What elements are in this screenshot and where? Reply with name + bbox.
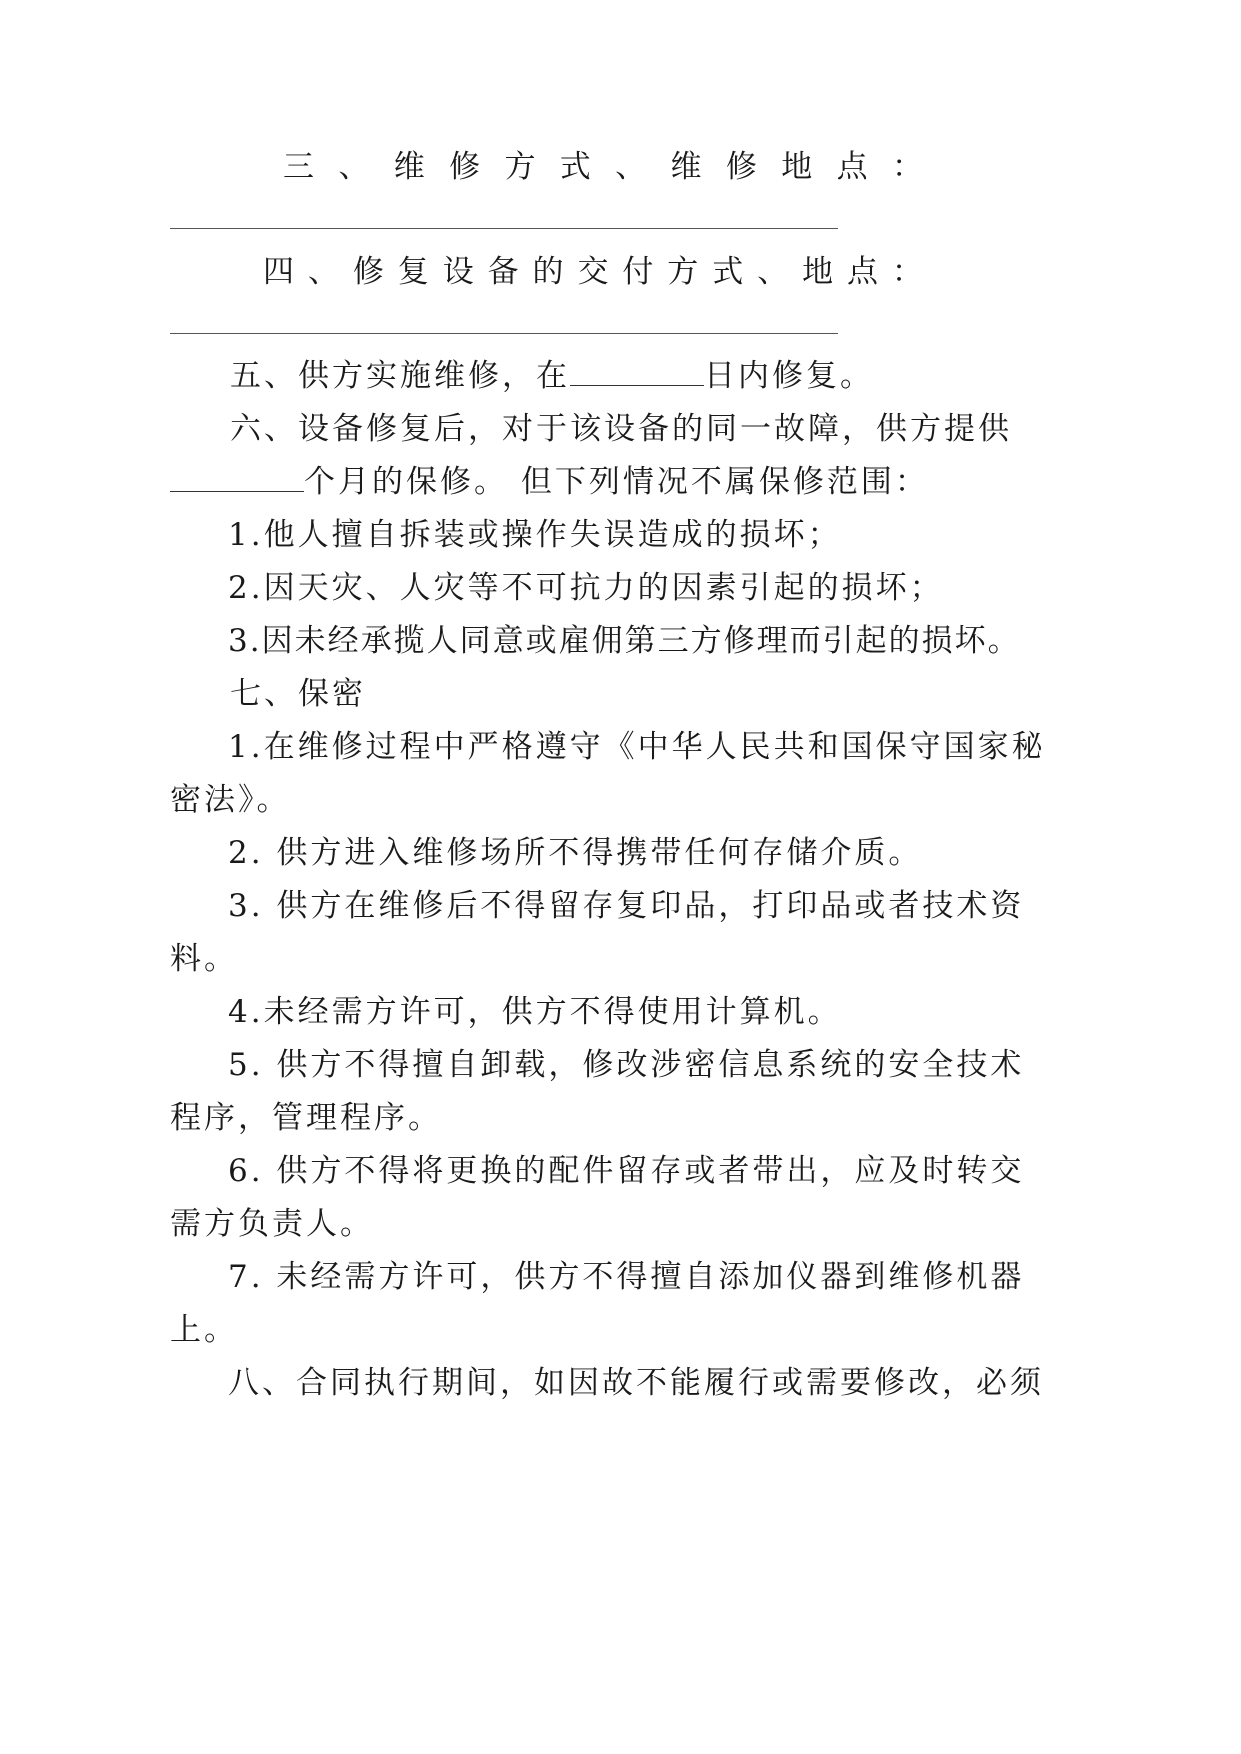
item4-char: 、	[757, 254, 789, 290]
item5-line	[230, 356, 874, 396]
item7-1-line2: 密法》。	[170, 782, 291, 818]
item4-char: 复	[397, 254, 429, 290]
item7-1-line1: 1.在维修过程中严格遵守《中华人民共和国保守国家秘	[228, 729, 1046, 765]
item3-char: 三	[283, 149, 314, 185]
item3-char: 点	[836, 149, 868, 185]
item3-char: 修	[449, 149, 481, 185]
item3-char: 式	[559, 149, 591, 185]
item3-char: 地	[781, 149, 813, 185]
item4-char: 点	[846, 254, 878, 290]
item4-char: 四	[263, 254, 294, 290]
item7-7-line2: 上。	[170, 1312, 238, 1348]
item8-line1: 八、合同执行期间，如因故不能履行或需要修改，必须	[228, 1365, 1044, 1401]
item7-4: 4.未经需方许可，供方不得使用计算机。	[228, 994, 842, 1030]
item4-fill-line	[170, 333, 838, 334]
item5-prefix: 五、供方实施维修，在	[230, 358, 570, 394]
item4-char: 、	[307, 254, 339, 290]
item6-sub3: 3.因未经承揽人同意或雇佣第三方修理而引起的损坏。	[228, 623, 1021, 659]
item3-char: 维	[670, 149, 702, 185]
item7-3-line2: 料。	[170, 941, 238, 977]
item5-suffix: 日内修复。	[704, 358, 874, 394]
item7-6-line1: 6. 供方不得将更换的配件留存或者带出，应及时转交	[228, 1153, 1025, 1189]
item6-line2-suffix: 个月的保修。 但下列情况不属保修范围：	[304, 464, 929, 500]
item4-char: ：	[891, 254, 923, 290]
item3-fill-line	[170, 228, 838, 229]
item3-heading	[283, 147, 923, 187]
item6-sub1: 1.他人擅自拆装或操作失误造成的损坏；	[228, 517, 842, 553]
item7-3-line1: 3. 供方在维修后不得留存复印品，打印品或者技术资	[228, 888, 1025, 924]
item3-char: 、	[338, 149, 370, 185]
item4-char: 方	[667, 254, 699, 290]
item4-heading	[263, 252, 923, 292]
item4-char: 备	[487, 254, 519, 290]
item4-char: 付	[622, 254, 654, 290]
item4-char: 地	[802, 254, 834, 290]
item6-sub2: 2.因天灾、人灾等不可抗力的因素引起的损坏；	[228, 570, 944, 606]
item6-line1: 六、设备修复后，对于该设备的同一故障，供方提供	[230, 411, 1012, 447]
item3-char: ：	[891, 149, 923, 185]
item5-days-blank[interactable]	[570, 357, 704, 386]
item7-7-line1: 7. 未经需方许可，供方不得擅自添加仪器到维修机器	[228, 1259, 1025, 1295]
item4-char: 设	[442, 254, 474, 290]
item3-char: 维	[393, 149, 425, 185]
item6-months-blank[interactable]	[170, 463, 304, 492]
item7-heading: 七、保密	[230, 676, 366, 712]
item7-2: 2. 供方进入维修场所不得携带任何存储介质。	[228, 835, 923, 871]
item6-line2	[170, 462, 929, 502]
item4-char: 修	[352, 254, 384, 290]
item4-char: 式	[712, 254, 744, 290]
item4-char: 的	[532, 254, 564, 290]
item7-6-line2: 需方负责人。	[170, 1206, 374, 1242]
item3-char: 修	[725, 149, 757, 185]
item7-5-line2: 程序，管理程序。	[170, 1100, 442, 1136]
item3-char: 方	[504, 149, 536, 185]
item4-char: 交	[577, 254, 609, 290]
item3-char: 、	[615, 149, 647, 185]
item7-5-line1: 5. 供方不得擅自卸载，修改涉密信息系统的安全技术	[228, 1047, 1025, 1083]
